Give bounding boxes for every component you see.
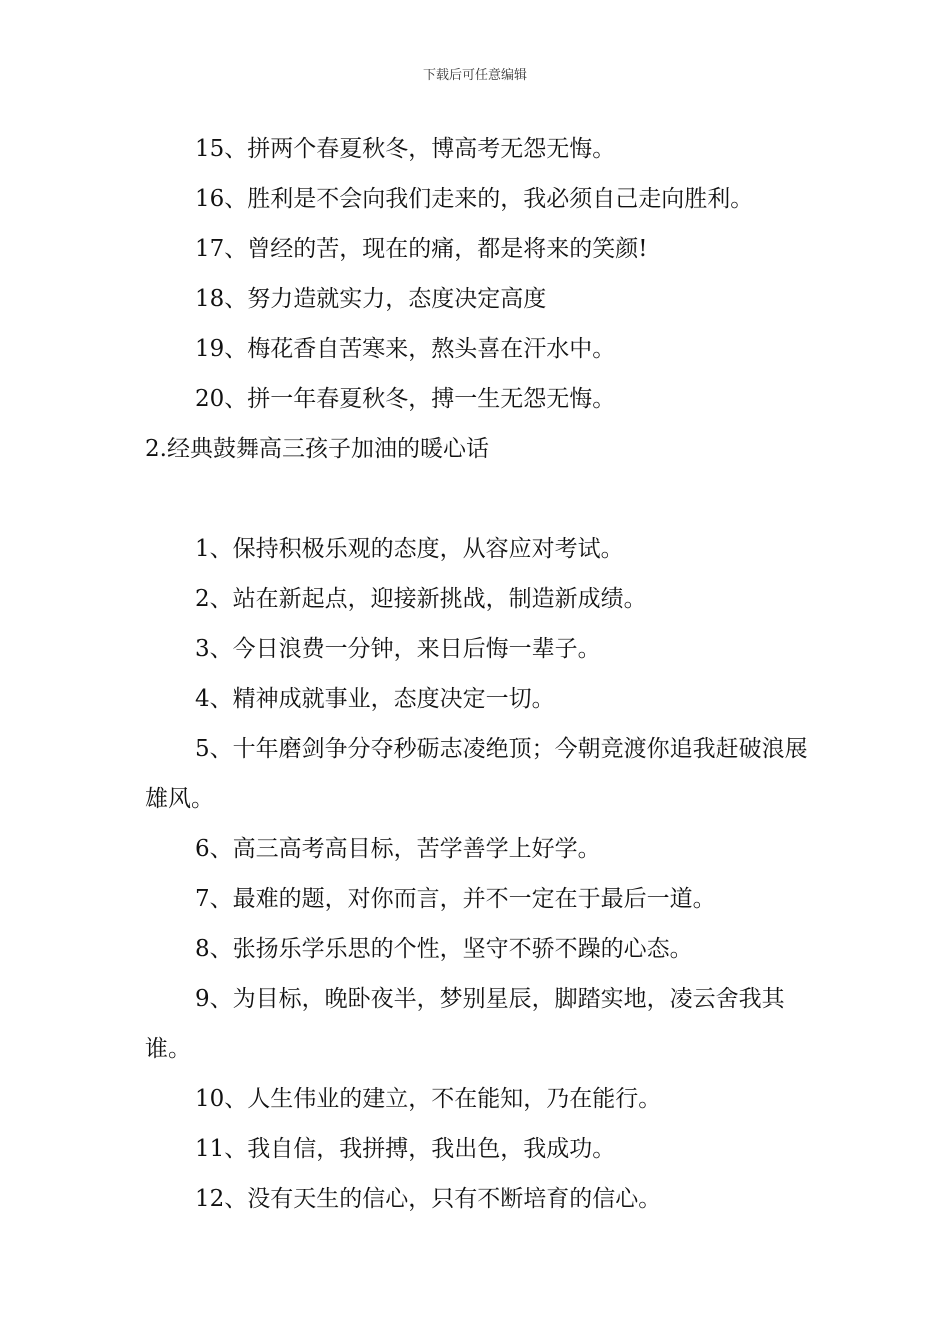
- list-item: 10、人生伟业的建立，不在能知，乃在能行。: [195, 1086, 662, 1112]
- list-item: 17、曾经的苦，现在的痛，都是将来的笑颜!: [195, 236, 648, 262]
- list-item: 9、为目标，晚卧夜半，梦别星辰，脚踏实地，凌云舍我其谁。: [145, 986, 785, 1062]
- list-item: 16、胜利是不会向我们走来的，我必须自己走向胜利。: [195, 186, 754, 212]
- list-item: 6、高三高考高目标，苦学善学上好学。: [195, 836, 601, 862]
- list-item: 12、没有天生的信心，只有不断培育的信心。: [195, 1186, 662, 1212]
- list-item: 3、今日浪费一分钟，来日后悔一辈子。: [195, 636, 601, 662]
- document-body: [145, 124, 810, 1224]
- list-item: 8、张扬乐学乐思的个性，坚守不骄不躁的心态。: [195, 936, 693, 962]
- list-item: 11、我自信，我拼搏，我出色，我成功。: [195, 1136, 616, 1162]
- list-item: 5、十年磨剑争分夺秒砺志凌绝顶；今朝竞渡你追我赶破浪展雄风。: [145, 736, 808, 812]
- list-item: 1、保持积极乐观的态度，从容应对考试。: [195, 536, 624, 562]
- list-item: 7、最难的题，对你而言，并不一定在于最后一道。: [195, 886, 716, 912]
- list-item: 19、梅花香自苦寒来，熬头喜在汗水中。: [195, 336, 616, 362]
- list-item: 4、精神成就事业，态度决定一切。: [195, 686, 555, 712]
- blank-line: [145, 474, 810, 524]
- section-heading: 2.经典鼓舞高三孩子加油的暖心话: [145, 436, 489, 462]
- list-item: 15、拼两个春夏秋冬，博高考无怨无悔。: [195, 136, 616, 162]
- page-header: 下载后可任意编辑: [422, 68, 527, 83]
- list-item: 20、拼一年春夏秋冬，搏一生无怨无悔。: [195, 386, 616, 412]
- list-item: 2、站在新起点，迎接新挑战，制造新成绩。: [195, 586, 647, 612]
- list-item: 18、努力造就实力，态度决定高度: [195, 286, 547, 312]
